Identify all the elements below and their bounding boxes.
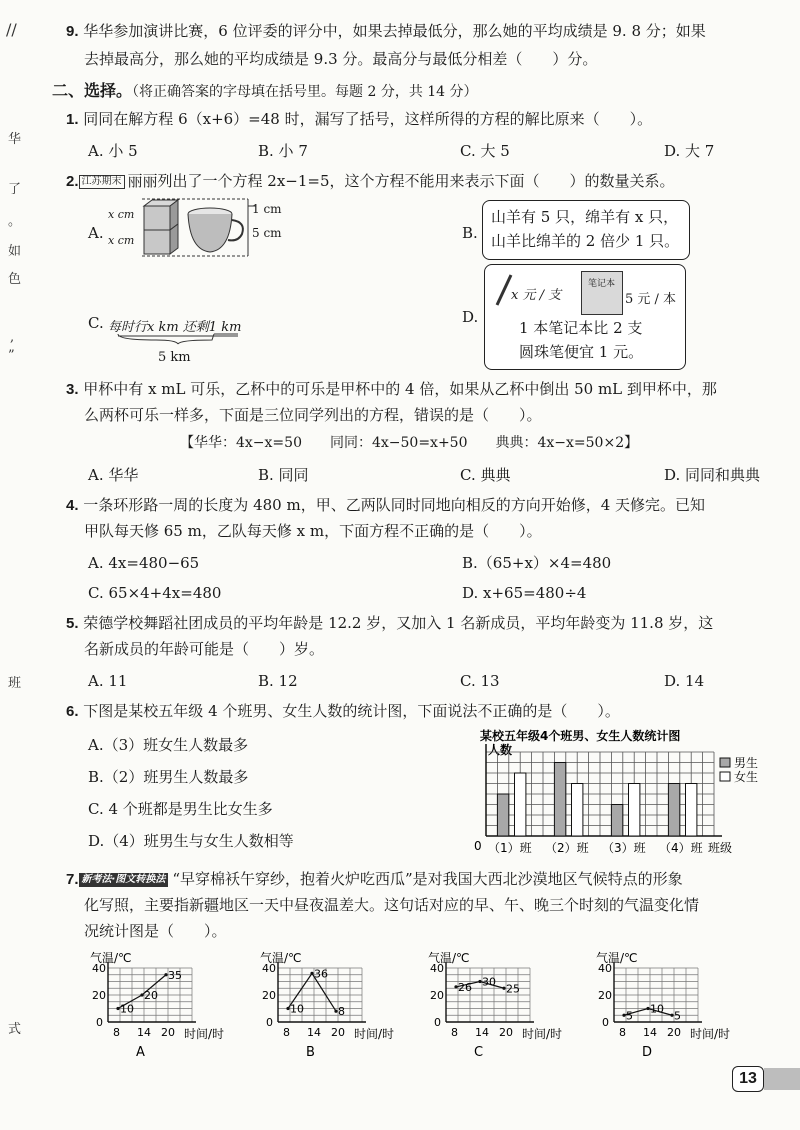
y-tick-label: 40	[430, 962, 444, 975]
origin-label: 0	[434, 1016, 441, 1029]
question-text: 荣德学校舞蹈社团成员的平均年龄是 12.2 岁，又加入 1 名新成员，平均年龄变为 11.8 岁，这	[83, 614, 714, 632]
y-tick-label: 40	[598, 962, 612, 975]
q5-line2: 名新成员的年龄可能是（ ）岁。	[84, 640, 325, 658]
question-number: 2.	[66, 173, 79, 190]
x-tick-label: 20	[161, 1026, 175, 1039]
page-tab-decoration	[764, 1068, 800, 1090]
q9-line1	[66, 20, 706, 43]
y-tick-label: 20	[92, 989, 106, 1002]
question-text: 甲杯中有 x mL 可乐，乙杯中的可乐是甲杯中的 4 倍，如果从乙杯中倒出 50 mL 到甲杯中，那	[83, 380, 717, 398]
notebook-price-label: 5 元 / 本	[625, 292, 677, 307]
x-tick-label: 8	[283, 1026, 290, 1039]
question-text: “早穿棉袄午穿纱，抱着火炉吃西瓜”是对我国大西北沙漠地区气候特点的形象	[172, 870, 683, 888]
margin-mark: ”	[8, 348, 15, 363]
q2-stem	[66, 170, 675, 193]
cube-size-label: x cm	[108, 234, 135, 247]
question-text: 同同在解方程 6（x+6）=48 时，漏写了括号，这样所得的方程的解比原来（ ）。	[83, 110, 653, 128]
data-label: 8	[338, 1005, 345, 1019]
q3-option-d: D. 同同和典典	[664, 466, 761, 484]
bar-female	[629, 784, 640, 837]
x-tick-label: 20	[499, 1026, 513, 1039]
temperature-chart-b	[260, 948, 420, 1060]
q4-option-c: C. 65×4+4x=480	[88, 584, 222, 602]
cube-size-label: x cm	[108, 208, 135, 221]
method-tag: 新考法·图文转换法	[79, 873, 169, 887]
data-label: 26	[458, 980, 472, 994]
data-label: 35	[168, 968, 182, 982]
q6-option-b: B.（2）班男生人数最多	[88, 768, 249, 786]
q2-option-b-box	[482, 200, 690, 260]
x-axis-label: 时间/时	[184, 1027, 225, 1041]
q5-line1	[66, 612, 713, 635]
option-b-line2: 山羊比绵羊的 2 倍少 1 只。	[491, 232, 680, 250]
q5-option-c: C. 13	[460, 672, 500, 690]
q2-option-c-label: C.	[88, 314, 104, 332]
q7-line2: 化写照，主要指新疆地区一天中昼夜温差大。这句话对应的早、午、晚三个时刻的气温变化情	[84, 896, 700, 914]
distance-top-label: 每时行x km 还剩1 km	[108, 320, 242, 335]
x-tick-label: 20	[667, 1026, 681, 1039]
data-label: 36	[314, 967, 328, 981]
bar-male	[497, 794, 508, 836]
margin-mark: //	[6, 20, 17, 39]
data-label: 10	[120, 1002, 134, 1016]
question-number: 9.	[66, 23, 79, 40]
q2-option-d-label: D.	[462, 308, 479, 326]
bar-male	[668, 784, 679, 837]
q6-option-d: D.（4）班男生与女生人数相等	[88, 832, 294, 850]
y-axis-label: 气温/℃	[596, 951, 638, 965]
temperature-chart-d	[596, 948, 756, 1060]
margin-mark: ,	[10, 330, 15, 345]
x-tick-label: （1）班	[488, 841, 532, 855]
data-label: 30	[482, 975, 496, 989]
data-label: 10	[650, 1002, 664, 1016]
y-tick-label: 40	[262, 962, 276, 975]
temperature-chart-a	[90, 948, 250, 1060]
q4-option-a: A. 4x=480−65	[88, 554, 200, 572]
x-tick-label: 8	[451, 1026, 458, 1039]
bar-male	[611, 805, 622, 837]
q4-line2: 甲队每天修 65 m，乙队每天修 x m，下面方程不正确的是（ ）。	[84, 522, 542, 540]
section-header	[52, 80, 478, 103]
bar-female	[572, 784, 583, 837]
margin-mark: 式	[8, 1022, 22, 1037]
margin-mark: 华	[8, 132, 22, 147]
data-label: 10	[290, 1002, 304, 1016]
q1-option-b: B. 小 7	[258, 142, 308, 160]
q3-option-a: A. 华华	[88, 466, 139, 484]
data-label: 20	[144, 989, 158, 1002]
q6-stem	[66, 700, 620, 723]
y-axis-label: 气温/℃	[90, 951, 132, 965]
chart-option-letter: B	[306, 1045, 315, 1060]
origin-label: 0	[474, 839, 482, 853]
notebook-cover-label: 笔记本	[588, 279, 616, 289]
question-text: 华华参加演讲比赛，6 位评委的评分中，如果去掉最低分，那么她的平均成绩是 9. 8 分；如果	[83, 22, 706, 40]
question-number: 7.	[66, 871, 79, 888]
bar-female	[686, 784, 697, 837]
chart-option-letter: C	[474, 1045, 484, 1060]
q7-line3: 况统计图是（ ）。	[84, 922, 227, 940]
distance-total-label: 5 km	[158, 350, 191, 365]
origin-label: 0	[96, 1016, 103, 1029]
q3-option-c: C. 典典	[460, 466, 511, 484]
height-label-1cm: 1 cm	[252, 202, 282, 216]
y-tick-label: 20	[430, 989, 444, 1002]
q5-option-b: B. 12	[258, 672, 298, 690]
source-tag: 江苏期末	[79, 175, 125, 189]
q4-line1	[66, 494, 705, 517]
legend-label: 女生	[734, 770, 759, 784]
question-number: 3.	[66, 381, 79, 398]
option-d-line2: 圆珠笔便宜 1 元。	[519, 343, 644, 361]
x-tick-label: 8	[619, 1026, 626, 1039]
height-label-5cm: 5 cm	[252, 226, 282, 240]
y-axis-label: 气温/℃	[260, 951, 302, 965]
q2-option-d-box	[484, 264, 686, 370]
x-tick-label: （2）班	[545, 841, 589, 855]
question-text: 一条环形路一周的长度为 480 m，甲、乙两队同时同地向相反的方向开始修，4 天修完。已知	[83, 496, 706, 514]
question-number: 5.	[66, 615, 79, 632]
y-axis-label: 气温/℃	[428, 951, 470, 965]
q3-option-b: B. 同同	[258, 466, 309, 484]
q3-line1	[66, 378, 717, 401]
q9-line2: 去掉最高分，那么她的平均成绩是 9.3 分。最高分与最低分相差（ ）分。	[84, 50, 598, 68]
margin-mark: 色	[8, 272, 22, 287]
q4-option-d: D. x+65=480÷4	[462, 584, 587, 602]
q2-option-b-label: B.	[462, 224, 478, 242]
option-b-line1: 山羊有 5 只，绵羊有 x 只，	[491, 208, 679, 226]
question-number: 1.	[66, 111, 79, 128]
legend-swatch	[720, 758, 730, 767]
y-tick-label: 20	[598, 989, 612, 1002]
section-note: （将正确答案的字母填在括号里。每题 2 分，共 14 分）	[132, 84, 478, 100]
x-tick-label: （4）班	[659, 841, 703, 855]
question-text: 丽丽列出了一个方程 2x−1=5，这个方程不能用来表示下面（ ）的数量关系。	[127, 172, 675, 190]
legend-label: 男生	[734, 756, 759, 770]
stacked-cubes	[144, 200, 178, 254]
x-axis-label: 班级	[708, 841, 733, 855]
question-text: 下图是某校五年级 4 个班男、女生人数的统计图，下面说法不正确的是（ ）。	[83, 702, 620, 720]
pen-price-label: x 元 / 支	[511, 288, 562, 303]
option-d-line1: 1 本笔记本比 2 支	[519, 319, 643, 337]
margin-mark: 班	[8, 676, 22, 691]
x-tick-label: 14	[307, 1026, 321, 1039]
x-axis-label: 时间/时	[690, 1027, 731, 1041]
x-tick-label: 14	[643, 1026, 657, 1039]
margin-mark: 了	[8, 182, 22, 197]
bar-female	[515, 773, 526, 836]
q3-line2: 么两杯可乐一样多，下面是三位同学列出的方程，错误的是（ ）。	[84, 406, 542, 424]
data-label: 5	[626, 1009, 633, 1023]
legend-swatch	[720, 772, 730, 781]
notebook-icon	[581, 271, 623, 315]
x-tick-label: 14	[475, 1026, 489, 1039]
temperature-chart-c	[428, 948, 588, 1060]
cup-icon	[188, 208, 243, 252]
x-axis-label: 时间/时	[522, 1027, 563, 1041]
x-tick-label: 8	[113, 1026, 120, 1039]
distance-segment-diagram	[116, 332, 240, 348]
q1-option-c: C. 大 5	[460, 142, 510, 160]
q1-option-d: D. 大 7	[664, 142, 715, 160]
class-gender-bar-chart	[470, 722, 790, 862]
q6-option-c: C. 4 个班都是男生比女生多	[88, 800, 273, 818]
q1-option-a: A. 小 5	[88, 142, 138, 160]
cubes-and-cup-illustration	[138, 196, 268, 260]
margin-mark: 。	[8, 214, 22, 229]
margin-mark: 如	[8, 244, 22, 259]
chart-option-letter: D	[642, 1045, 653, 1060]
page-number: 13	[732, 1066, 764, 1092]
section-title: 二、选择。	[52, 81, 133, 100]
origin-label: 0	[266, 1016, 273, 1029]
question-number: 4.	[66, 497, 79, 514]
data-label: 25	[506, 982, 520, 996]
y-axis-label: 人数	[488, 743, 513, 757]
y-tick-label: 20	[262, 989, 276, 1002]
q5-option-a: A. 11	[88, 672, 128, 690]
data-label: 5	[674, 1009, 681, 1023]
y-tick-label: 40	[92, 962, 106, 975]
x-tick-label: 14	[137, 1026, 151, 1039]
q6-option-a: A.（3）班女生人数最多	[88, 736, 249, 754]
chart-option-letter: A	[136, 1045, 145, 1060]
origin-label: 0	[602, 1016, 609, 1029]
chart-title: 某校五年级4个班男、女生人数统计图	[480, 729, 681, 743]
q7-line1	[66, 868, 683, 891]
q2-option-a-label: A.	[88, 224, 104, 242]
x-axis-label: 时间/时	[354, 1027, 395, 1041]
bar-male	[554, 763, 565, 837]
q4-option-b: B.（65+x）×4=480	[462, 554, 612, 572]
question-number: 6.	[66, 703, 79, 720]
x-tick-label: 20	[331, 1026, 345, 1039]
x-tick-label: （3）班	[602, 841, 646, 855]
q5-option-d: D. 14	[664, 672, 705, 690]
q1-stem	[66, 108, 652, 131]
q3-equations: 【华华：4x−x=50 同同：4x−50=x+50 典典：4x−x=50×2】	[180, 435, 639, 451]
